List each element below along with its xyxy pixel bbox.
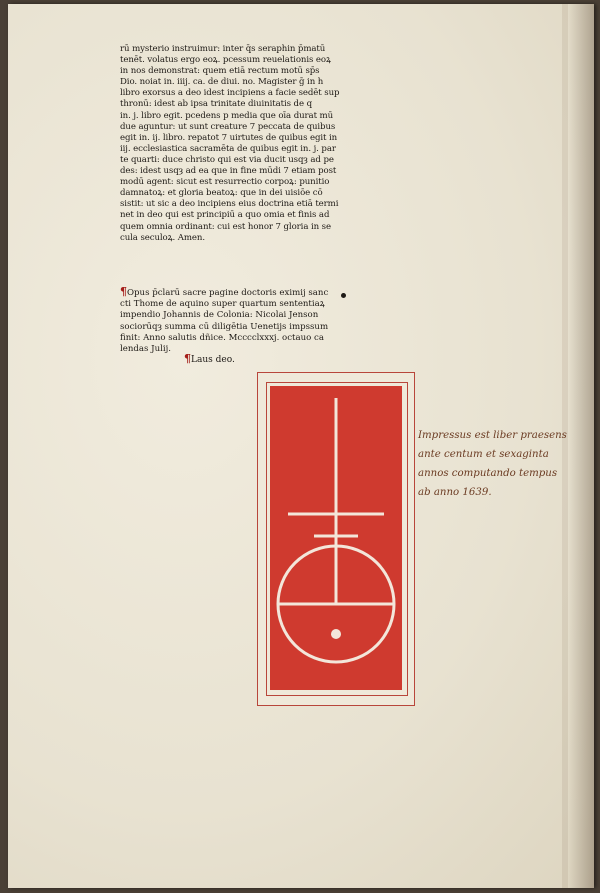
text-line: tenēt. volatus ergo eoꝝ. pcessum reuelationis eoꝝ bbox=[120, 55, 331, 66]
colophon-line: sociorūqȝ summa cū diligētia Uenetijs impssum bbox=[120, 321, 329, 332]
text-line: Dio. noiat in. iiij. ca. de diui. no. Magister ḡ in h bbox=[120, 77, 324, 88]
colophon-line: finit: Anno salutis dñice. Mcccclxxxj. octauo ca bbox=[120, 332, 324, 343]
colophon-line: cti Thome de aquino super quartum sententiaꝝ bbox=[120, 299, 325, 310]
text-line: modū agent: sicut est resurrectio corpoꝝ: punitio bbox=[120, 177, 330, 188]
text-line: in nos demonstrat: quem etiā rectum motū sp̄s bbox=[120, 66, 320, 77]
printer-mark bbox=[270, 386, 402, 690]
text-line: egit in. ij. libro. repatot 7 uirtutes de quibus egit in bbox=[120, 132, 338, 143]
colophon-first-line: Opus p̄clarū sacre pagine doctoris eximij sanc bbox=[127, 288, 329, 298]
main-text-block bbox=[120, 44, 350, 244]
laus-deo bbox=[184, 352, 235, 365]
colophon-line: lendas Julij. bbox=[120, 344, 172, 355]
text-line: net in deo qui est principiū a quo omia et finis ad bbox=[120, 210, 330, 221]
text-line: sistit: ut sic a deo incipiens eius doctrina etiā termi bbox=[120, 199, 339, 210]
text-line: cula seculoꝝ. Amen. bbox=[120, 232, 205, 243]
text-line: thronū: idest ab ipsa trinitate diuinitatis de q bbox=[120, 99, 312, 110]
text-line: due aguntur: ut sunt creature 7 peccata de quibus bbox=[120, 121, 336, 132]
ink-dot bbox=[341, 293, 346, 298]
colophon-line: impendio Johannis de Colonia: Nicolai Jenson bbox=[120, 310, 319, 321]
text-line: te quarti: duce christo qui est via ducit usqȝ ad pe bbox=[120, 154, 334, 165]
note-line: Impressus est liber praesens bbox=[418, 430, 567, 441]
text-line: libro exorsus a deo idest incipiens a facie sedēt sup bbox=[120, 88, 340, 99]
note-line: annos computando tempus bbox=[418, 468, 558, 479]
text-line: rū mysterio instruimur: inter q̄s seraphin p̄matū bbox=[120, 44, 326, 54]
handwritten-note bbox=[418, 426, 578, 502]
colophon bbox=[120, 286, 350, 355]
text-line: quem omnia ordinant: cui est honor 7 gloria in se bbox=[120, 221, 331, 232]
note-line: ab anno 1639. bbox=[418, 487, 492, 498]
book-page bbox=[8, 4, 594, 888]
text-line: des: idest usqȝ ad ea que in fine mūdi 7 etiam post bbox=[120, 166, 337, 177]
laus-text: Laus deo. bbox=[191, 355, 235, 365]
note-line: ante centum et sexaginta bbox=[418, 449, 549, 460]
text-line: damnatoꝝ: et gloria beatoꝝ: que in dei uisiōe cō bbox=[120, 188, 323, 199]
colophon-line bbox=[120, 286, 350, 299]
text-line: iij. ecclesiastica sacramēta de quibus egit in. j. par bbox=[120, 143, 336, 154]
text-line: in. j. libro egit. pcedens p media que oīa durat mū bbox=[120, 110, 334, 121]
orb-and-cross-icon bbox=[270, 386, 402, 690]
pilcrow-icon: ¶ bbox=[184, 352, 191, 365]
pilcrow-icon: ¶ bbox=[120, 286, 127, 298]
